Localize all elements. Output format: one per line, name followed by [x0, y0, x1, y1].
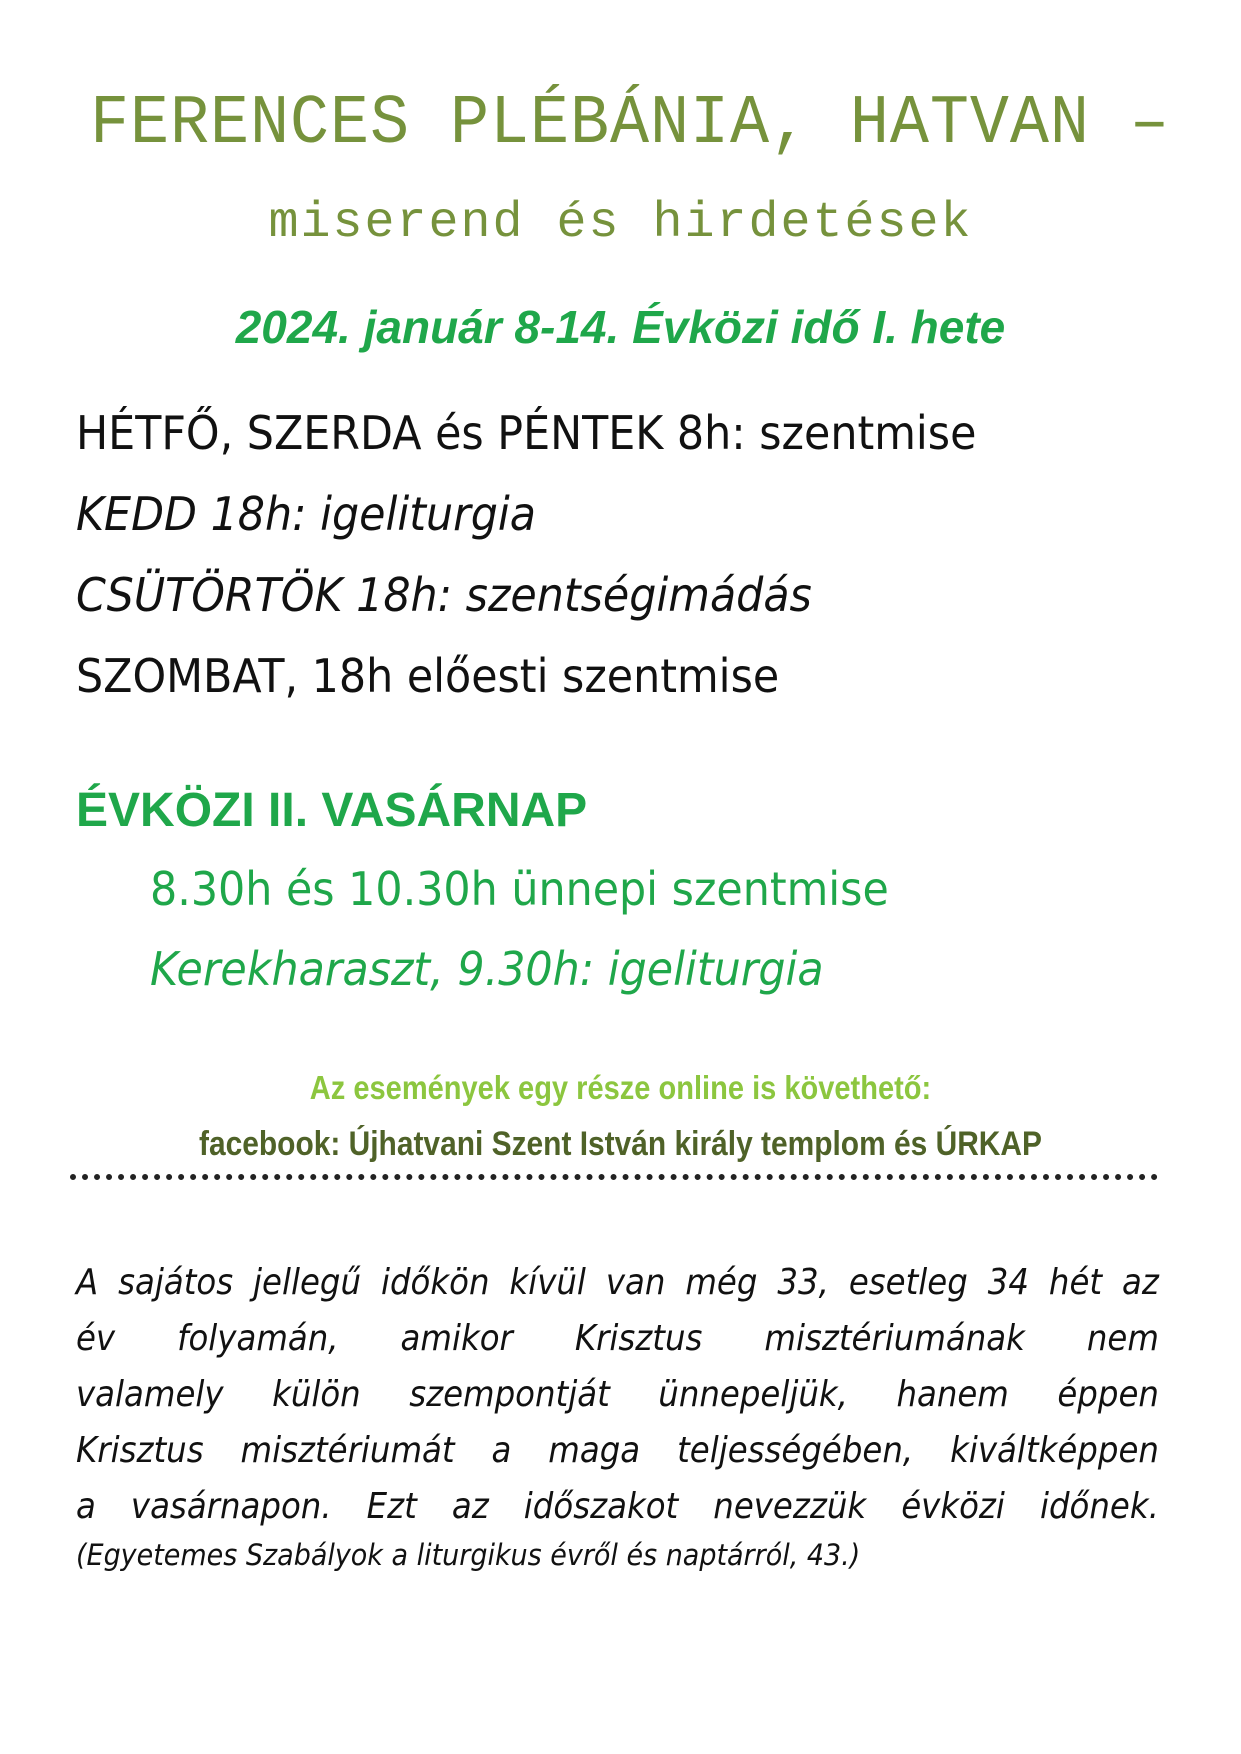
schedule-saturday: SZOMBAT, 18h előesti szentmise — [76, 649, 780, 703]
page-subtitle: miserend és hirdetések — [268, 195, 973, 252]
quote-line: a vasárnapon. Ezt az időszakot nevezzük évközi időnek. — [76, 1486, 1159, 1527]
sunday-mass-times: 8.30h és 10.30h ünnepi szentmise — [150, 862, 889, 916]
week-heading: 2024. január 8-14. Évközi idő I. hete — [235, 301, 1006, 353]
quote-line: A sajátos jellegű időkön kívül van még 33, esetleg 34 hét az — [76, 1262, 1159, 1303]
facebook-notice: facebook: Újhatvani Szent István király templom és ÚRKAP — [199, 1125, 1042, 1163]
quote-line: év folyamán, amikor Krisztus misztériumának nem — [76, 1318, 1159, 1359]
quote-line: Krisztus misztériumát a maga teljességében, kiváltképpen — [76, 1430, 1159, 1471]
quote-paragraph — [76, 1255, 1160, 1535]
schedule-thursday: CSÜTÖRTÖK 18h: szentségimádás — [76, 568, 812, 622]
online-notice: Az események egy része online is követhető: — [309, 1069, 932, 1106]
sunday-heading: ÉVKÖZI II. VASÁRNAP — [76, 784, 588, 837]
sunday-kerekharaszt: Kerekharaszt, 9.30h: igeliturgia — [150, 942, 824, 996]
page-title: FERENCES PLÉBÁNIA, HATVAN – — [90, 85, 1170, 164]
quote-line: valamely külön szempontját ünnepeljük, hanem éppen — [76, 1374, 1159, 1415]
dotted-divider — [70, 1174, 1158, 1180]
schedule-weekdays: HÉTFŐ, SZERDA és PÉNTEK 8h: szentmise — [76, 406, 977, 460]
quote-source: (Egyetemes Szabályok a liturgikus évről és naptárról, 43.) — [76, 1538, 861, 1572]
schedule-tuesday: KEDD 18h: igeliturgia — [76, 487, 537, 541]
